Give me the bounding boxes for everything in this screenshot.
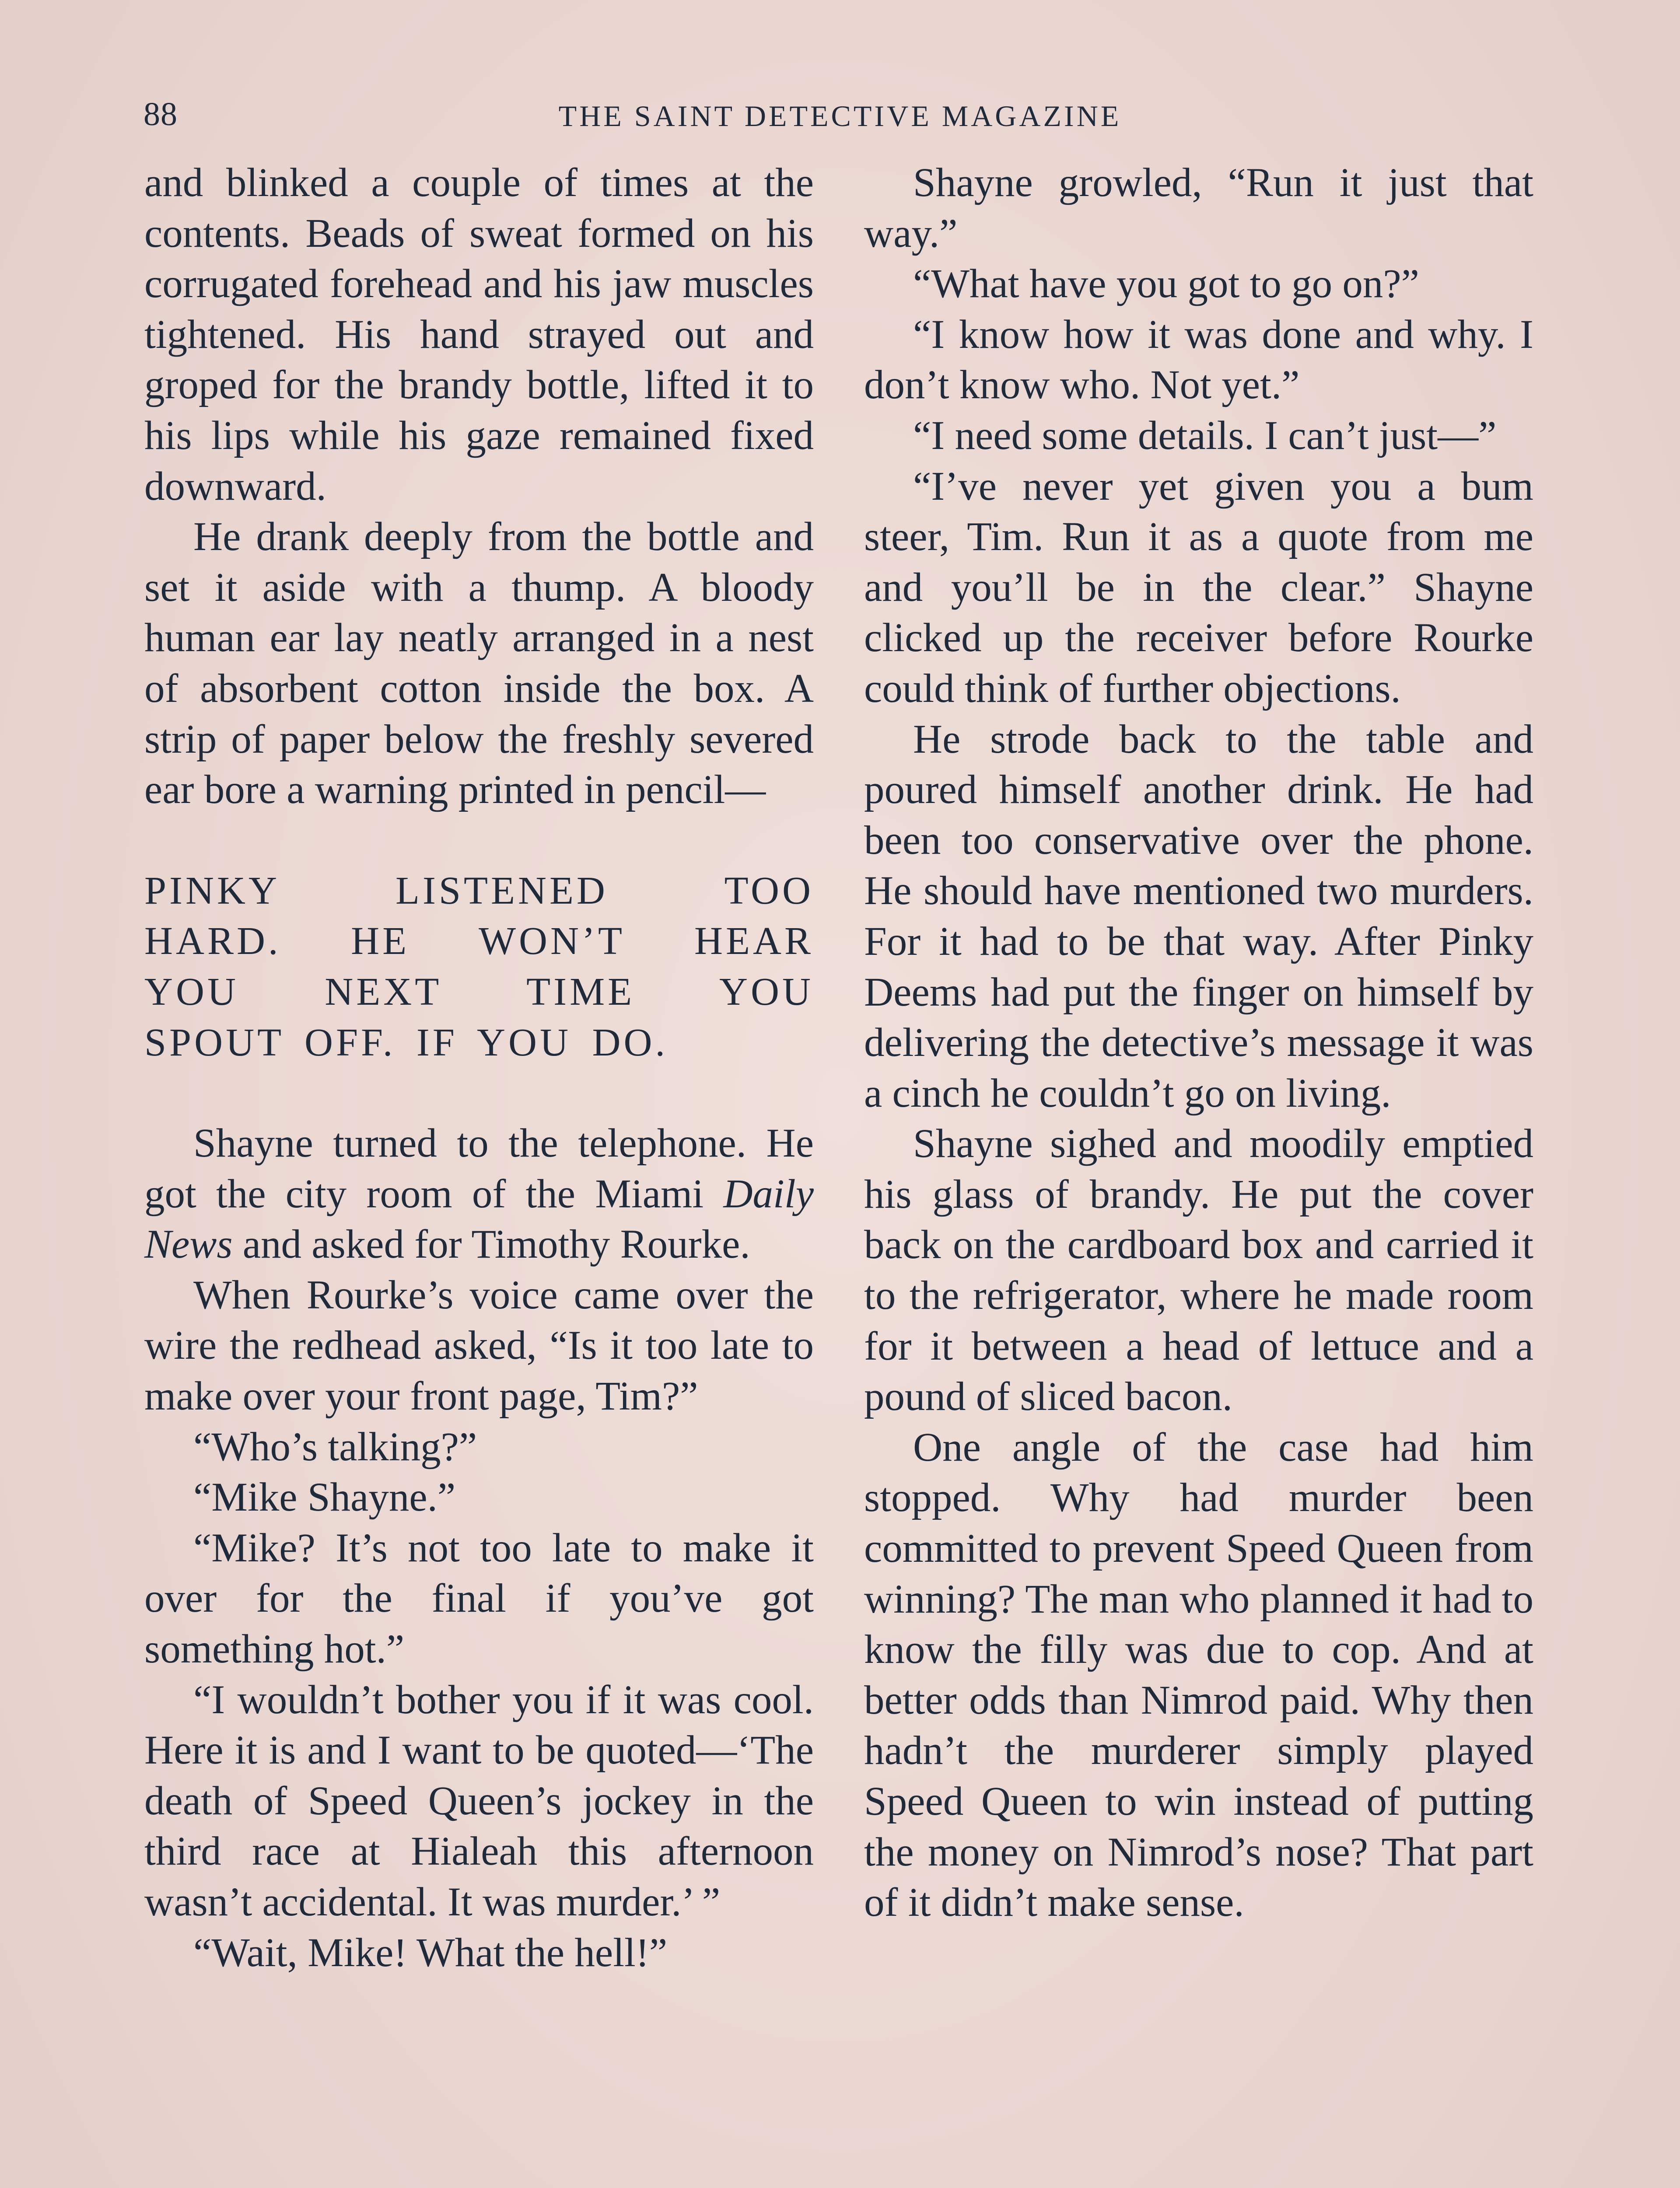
paragraph: “I wouldn’t bother you if it was cool. Here it is and I want to be quoted—‘The death of Speed Queen’s jockey in the third race at Hialeah this afternoon wasn’t accidental. It was murder.’ ” [144,1677,814,1925]
paragraph-text: Shayne turned to the telephone. He got the city room of the Miami [144,1121,814,1217]
paragraph-text: and asked for Timothy Rourke. [232,1222,750,1267]
page-header [140,95,1540,135]
paragraph: “Who’s talking?” [193,1424,477,1469]
paragraph: “Mike Shayne.” [193,1475,456,1520]
page-number: 88 [144,96,178,133]
warning-note-line: YOU NEXT TIME YOU [144,970,814,1013]
newspaper-name: Daily News [144,1171,814,1267]
warning-note-line: HARD. HE WON’T HEAR [144,919,814,963]
paragraph: “I know how it was done and why. I don’t know who. Not yet.” [864,312,1533,408]
paragraph: Shayne growled, “Run it just that way.” [864,160,1533,256]
right-column [864,158,1533,1928]
warning-note [144,866,814,1068]
warning-note-line: PINKY LISTENED TOO [144,869,814,912]
paragraph: and blinked a couple of times at the contents. Beads of sweat formed on his corrugated forehead and his jaw muscles tightened. His hand strayed out and groped for the brandy bottle, lifted it to his lips while his gaze remained fixed downward. [144,160,814,509]
warning-note-line: SPOUT OFF. IF YOU DO. [144,1020,668,1064]
paragraph: Shayne sighed and moodily emptied his glass of brandy. He put the cover back on the cardboard box and carried it to the refrigerator, where he made room for it between a head of lettuce and a pound of sliced bacon. [864,1121,1533,1420]
paragraph: “What have you got to go on?” [913,261,1419,307]
paragraph [144,1118,814,1270]
paragraph: “I’ve never yet given you a bum steer, Tim. Run it as a quote from me and you’ll be in the clear.” Shayne clicked up the receiver before Rourke could think of further objections. [864,463,1533,711]
left-column [144,158,814,1978]
running-title: THE SAINT DETECTIVE MAGAZINE [558,99,1122,133]
paragraph: “Mike? It’s not too late to make it over for the final if you’ve got something hot.” [144,1525,814,1672]
paragraph: “Wait, Mike! What the hell!” [193,1930,668,1975]
paragraph: “I need some details. I can’t just—” [913,413,1497,458]
paragraph: When Rourke’s voice came over the wire the redhead asked, “Is it too late to make over your front page, Tim?” [144,1272,814,1419]
paragraph: He strode back to the table and poured himself another drink. He had been too conservative over the phone. He should have mentioned two murders. For it had to be that way. After Pinky Deems had put the finger on himself by delivering the detective’s message it was a cinch he couldn’t go on living. [864,716,1533,1116]
paragraph: He drank deeply from the bottle and set it aside with a thump. A bloody human ear lay neatly arranged in a nest of absorbent cotton inside the box. A strip of paper below the freshly severed ear bore a warning printed in pencil— [144,514,814,813]
paragraph: One angle of the case had him stopped. Why had murder been committed to prevent Speed Queen from winning? The man who planned it had to know the filly was due to cop. And at better odds than Nimrod paid. Why then hadn’t the murderer simply played Speed Queen to win instead of putting the money on Nimrod’s nose? That part of it didn’t make sense. [864,1424,1533,1925]
